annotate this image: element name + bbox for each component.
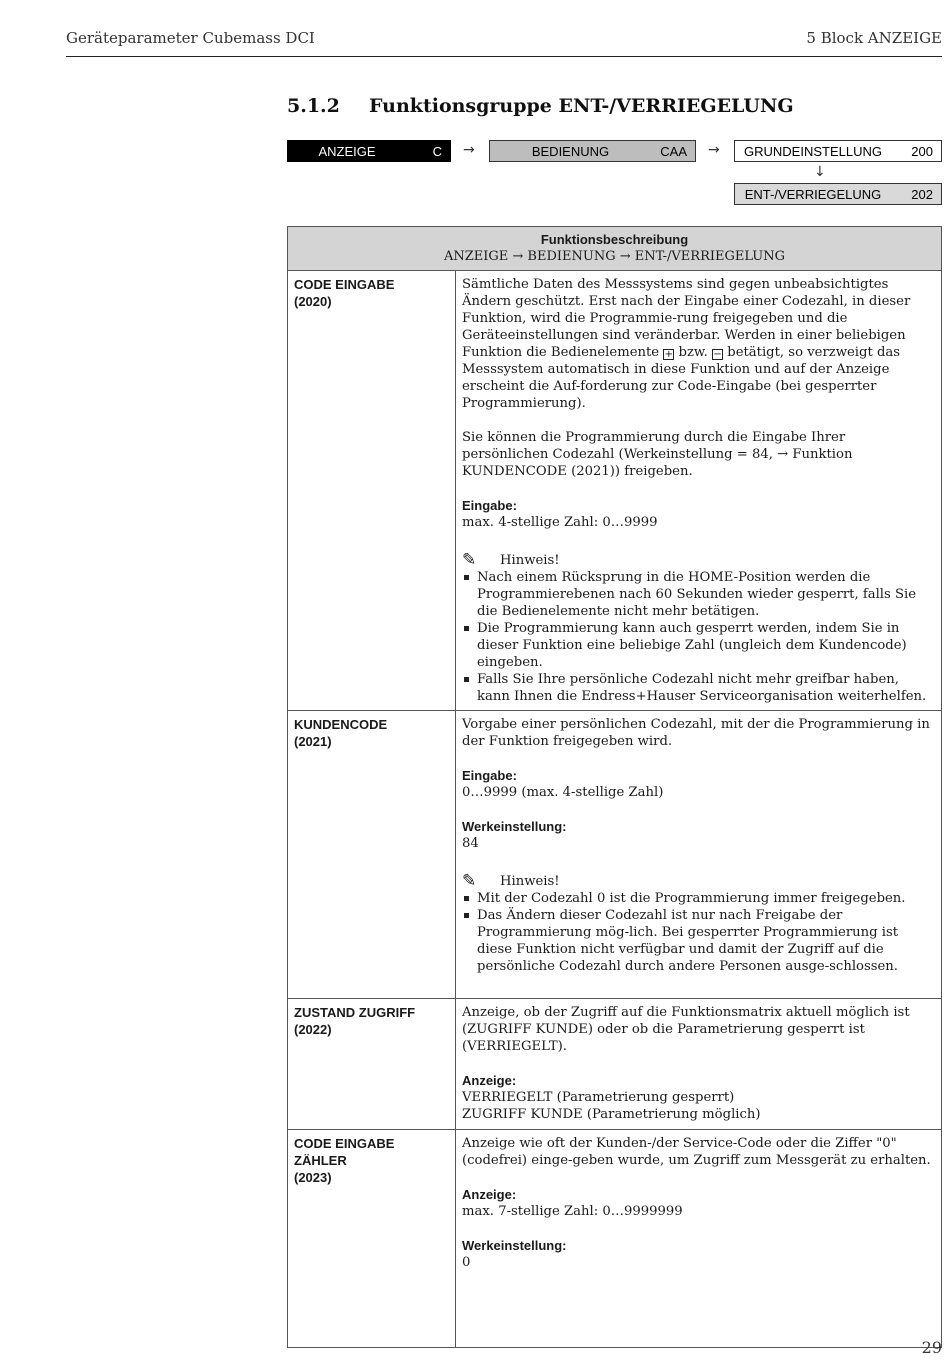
arrow-right-icon: →: [463, 142, 475, 158]
pencil-note-icon: ✎: [462, 550, 477, 570]
arrow-right-icon: →: [708, 142, 720, 158]
table-header: [288, 227, 942, 271]
description-paragraph: [462, 276, 935, 412]
anzeige-label: Anzeige:: [462, 1187, 517, 1202]
function-description-cell: [456, 999, 942, 1130]
function-id: (2021): [294, 734, 332, 749]
function-name: ZUSTAND ZUGRIFF: [294, 1005, 416, 1020]
nav-label-ent-verriegelung: ENT-/VERRIEGELUNG: [744, 186, 882, 202]
werkeinstellung-label: Werkeinstellung:: [462, 819, 567, 834]
nav-box-bedienung: [489, 140, 696, 162]
minus-key-icon: −: [713, 349, 722, 360]
list-item: Das Ändern dieser Codezahl ist nur nach Freigabe der Programmierung mög-lich. Bei gesperrter Programmierung ist diese Funktion nicht verfügbar und damit der Zugriff auf die persönliche Codezahl durch andere Personen ausge-schlossen.: [462, 907, 935, 975]
table-row: [288, 271, 942, 711]
eingabe-value: max. 4-stellige Zahl: 0…9999: [462, 515, 658, 530]
table-header-path: ANZEIGE → BEDIENUNG → ENT-/VERRIEGELUNG: [443, 249, 785, 264]
description-text: Sämtliche Daten des Messsystems sind gegen unbeabsichtigtes Ändern geschützt. Erst nach der Eingabe einer Codezahl, in dieser Funktion, wird die Programmie-rung freigegeben und die Geräteeinstellungen sind veränderbar. Werden in einer beliebigen Funktion die Bedienelemente: [462, 277, 911, 360]
nav-box-grundeinstellung: [734, 140, 942, 162]
function-description-cell: [456, 271, 942, 711]
function-name-cell: [288, 271, 456, 711]
function-id: (2022): [294, 1022, 332, 1037]
anzeige-label: Anzeige:: [462, 1073, 517, 1088]
running-header: [66, 29, 942, 57]
hinweis-note: [462, 873, 935, 890]
hinweis-list: [462, 569, 935, 705]
section-number: 5.1.2: [287, 95, 340, 117]
description-paragraph: Anzeige, ob der Zugriff auf die Funktionsmatrix aktuell möglich ist (ZUGRIFF KUNDE) oder ob die Parametrierung gesperrt ist (VERRIEGELT).: [462, 1005, 910, 1054]
hinweis-label: Hinweis!: [500, 874, 560, 889]
table-row: [288, 1130, 942, 1348]
list-item: Nach einem Rücksprung in die HOME-Position werden die Programmierebenen nach 60 Sekunden wieder gesperrt, falls Sie die Bedienelemente nicht mehr betätigen.: [462, 569, 935, 620]
function-name: KUNDENCODE: [294, 717, 388, 732]
list-item: Die Programmierung kann auch gesperrt werden, indem Sie in dieser Funktion eine beliebige Zahl (ungleich dem Kundencode) eingeben.: [462, 620, 935, 671]
function-name: CODE EINGABE: [294, 277, 395, 292]
description-text: bzw.: [678, 345, 708, 360]
table-row: [288, 999, 942, 1130]
hinweis-label: Hinweis!: [500, 553, 560, 568]
eingabe-value: 0…9999 (max. 4-stellige Zahl): [462, 785, 664, 800]
function-name-cell: [288, 999, 456, 1130]
nav-code-ent-verriegelung: 202: [911, 186, 933, 202]
function-name: CODE EINGABE ZÄHLER: [294, 1136, 395, 1168]
anzeige-value: max. 7-stellige Zahl: 0…9999999: [462, 1204, 683, 1219]
werkeinstellung-value: 0: [462, 1255, 471, 1270]
nav-code-anzeige: C: [432, 143, 442, 159]
list-item: Falls Sie Ihre persönliche Codezahl nicht mehr greifbar haben, kann Ihnen die Endress+Hauser Serviceorganisation weiterhelfen.: [462, 671, 935, 705]
function-description-cell: [456, 711, 942, 999]
werkeinstellung-value: 84: [462, 836, 479, 851]
description-paragraph: Sie können die Programmierung durch die Eingabe Ihrer persönlichen Codezahl (Werkeinstellung = 84, → Funktion KUNDENCODE (2021)) freigeben.: [462, 430, 853, 479]
eingabe-label: Eingabe:: [462, 768, 517, 783]
table-header-title: Funktionsbeschreibung: [540, 232, 689, 247]
nav-box-anzeige: [287, 140, 451, 162]
anzeige-value: VERRIEGELT (Parametrierung gesperrt): [462, 1090, 735, 1105]
function-description-cell: [456, 1130, 942, 1348]
hinweis-note: [462, 552, 935, 569]
description-paragraph: Vorgabe einer persönlichen Codezahl, mit der die Programmierung in der Funktion freigegeben wird.: [462, 717, 930, 749]
running-header-title: Geräteparameter Cubemass DCI: [66, 29, 315, 47]
eingabe-label: Eingabe:: [462, 498, 517, 513]
nav-label-anzeige: ANZEIGE: [318, 143, 376, 159]
arrow-down-icon: ↓: [814, 164, 826, 180]
function-id: (2020): [294, 294, 332, 309]
function-id: (2023): [294, 1170, 332, 1185]
description-paragraph: Anzeige wie oft der Kunden-/der Service-Code oder die Ziffer "0" (codefrei) einge-geben wurde, um Zugriff zum Messgerät zu erhalten.: [462, 1136, 931, 1168]
table-row: [288, 711, 942, 999]
nav-code-grundeinstellung: 200: [911, 143, 933, 159]
nav-label-grundeinstellung: GRUNDEINSTELLUNG: [744, 143, 882, 159]
nav-box-ent-verriegelung: [734, 183, 942, 205]
nav-label-bedienung: BEDIENUNG: [531, 143, 610, 159]
description-text: betätigt, so verzweigt das Messsystem automatisch in diese Funktion und auf der Anzeige erscheint die Auf-forderung zur Code-Eingabe (bei gesperrter Programmierung).: [462, 345, 901, 411]
function-name-cell: [288, 711, 456, 999]
running-header-chapter: 5 Block ANZEIGE: [806, 29, 942, 47]
hinweis-list: [462, 890, 935, 975]
list-item: Mit der Codezahl 0 ist die Programmierung immer freigegeben.: [462, 890, 935, 907]
nav-code-bedienung: CAA: [660, 143, 687, 159]
anzeige-value: ZUGRIFF KUNDE (Parametrierung möglich): [462, 1107, 761, 1122]
pencil-note-icon: ✎: [462, 871, 477, 891]
section-heading: [287, 95, 794, 117]
werkeinstellung-label: Werkeinstellung:: [462, 1238, 567, 1253]
plus-key-icon: +: [664, 349, 674, 360]
section-title: Funktionsgruppe ENT-/VERRIEGELUNG: [369, 95, 794, 117]
function-name-cell: [288, 1130, 456, 1348]
page-number: 29: [921, 1338, 942, 1357]
function-table: [287, 226, 942, 1348]
